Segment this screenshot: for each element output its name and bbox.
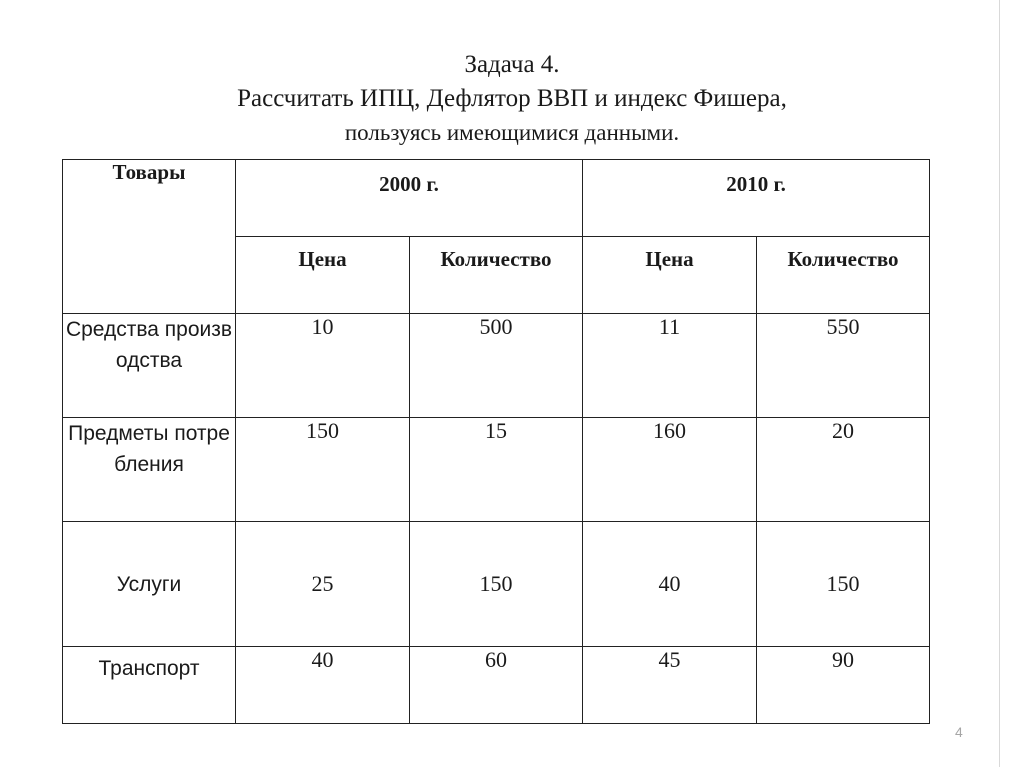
header-year-2010: 2010 г.	[583, 160, 930, 237]
cell-quantity-2010: 20	[757, 418, 930, 522]
task-text-line-1: Рассчитать ИПЦ, Дефлятор ВВП и индекс Фишера,	[237, 85, 787, 112]
cell-quantity-2000: 60	[410, 647, 583, 724]
goods-table	[62, 159, 930, 724]
row-name: Услуги	[63, 522, 236, 647]
task-number: Задача 4.	[464, 51, 560, 78]
row-name: Транспорт	[63, 647, 236, 724]
cell-price-2000: 40	[236, 647, 410, 724]
row-name: Предметы потребления	[63, 418, 236, 522]
task-header	[0, 48, 1024, 150]
cell-price-2000: 10	[236, 314, 410, 418]
cell-price-2010: 40	[583, 522, 757, 647]
cell-quantity-2010: 150	[757, 522, 930, 647]
header-year-2000: 2000 г.	[236, 160, 583, 237]
header-quantity-2000: Количество	[410, 237, 583, 314]
table-row	[63, 418, 930, 522]
table-row	[63, 522, 930, 647]
cell-price-2000: 150	[236, 418, 410, 522]
header-price-2000: Цена	[236, 237, 410, 314]
cell-quantity-2010: 550	[757, 314, 930, 418]
cell-quantity-2000: 500	[410, 314, 583, 418]
cell-price-2000: 25	[236, 522, 410, 647]
header-quantity-2010: Количество	[757, 237, 930, 314]
table-row	[63, 314, 930, 418]
table-row	[63, 647, 930, 724]
page-number: 4	[955, 724, 963, 740]
cell-price-2010: 160	[583, 418, 757, 522]
header-price-2010: Цена	[583, 237, 757, 314]
header-goods: Товары	[63, 160, 236, 314]
row-name: Средства производства	[63, 314, 236, 418]
cell-price-2010: 45	[583, 647, 757, 724]
cell-quantity-2000: 150	[410, 522, 583, 647]
cell-price-2010: 11	[583, 314, 757, 418]
task-text-line-2: пользуясь имеющимися данными.	[344, 120, 680, 145]
cell-quantity-2010: 90	[757, 647, 930, 724]
cell-quantity-2000: 15	[410, 418, 583, 522]
